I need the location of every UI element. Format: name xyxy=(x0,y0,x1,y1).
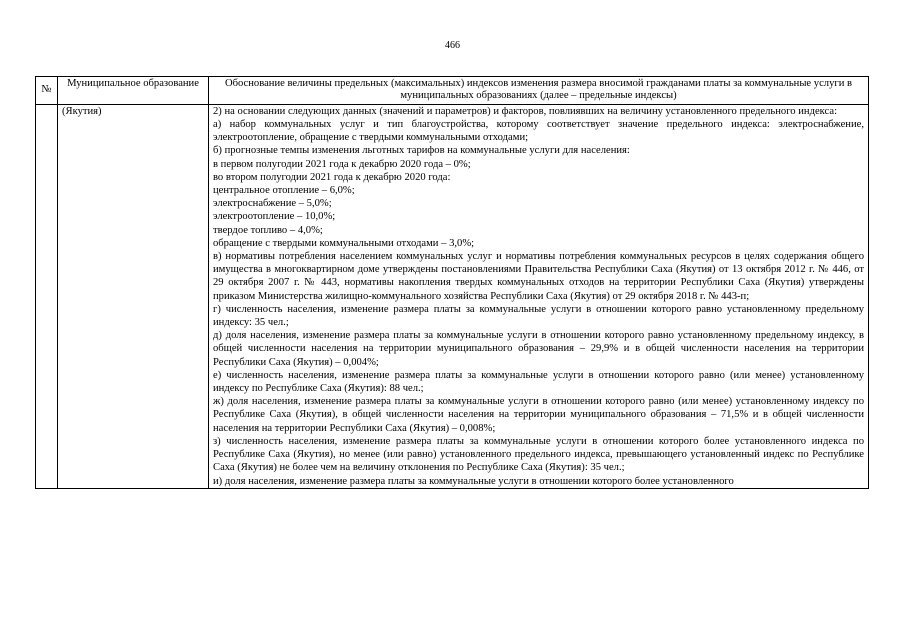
paragraph: г) численность населения, изменение размера платы за коммунальные услуги в отношении которого равно установленному предельному индексу: 35 чел.; xyxy=(213,303,864,329)
paragraph: электроснабжение – 5,0%; xyxy=(213,198,332,210)
paragraph: обращение с твердыми коммунальными отходами – 3,0%; xyxy=(213,237,475,249)
paragraph: а) набор коммунальных услуг и тип благоустройства, которому соответствует значение предельного индекса: электроснабжение, электроотопление, обращение с твердыми коммунальными отходами; xyxy=(213,119,864,144)
cell-justification xyxy=(209,104,869,488)
header-justification: Обоснование величины предельных (максимальных) индексов изменения размера вносимой гражданами платы за коммунальные услуги в муниципальных образованиях (далее – предельные индексы) xyxy=(209,77,869,105)
paragraph: в) нормативы потребления населением коммунальных услуг и нормативы потребления коммунальных ресурсов в целях содержания общего имущества в многоквартирном доме утверждены постановлениями Правительства Республики Саха (Якутия) от 13 октября 2012 г. № 446, от 29 октября 2007 г. № 443, нормативы накопления твердых коммунальных отходов на территории Республики Саха (Якутия) утверждены приказом Министерства жилищно-коммунального хозяйства Республики Саха (Якутия) от 29 октября 2018 г. № 443-п; xyxy=(213,251,864,302)
paragraph: з) численность населения, изменение размера платы за коммунальные услуги в отношении которого более установленного индекса по Республике Саха (Якутия), но менее (или равно) установленного предельного индекса, превышающего установленный индекс по Республике Саха (Якутия) не более чем на величину отклонения по Республике Саха (Якутия): 35 чел.; xyxy=(213,435,864,474)
paragraph: ж) доля населения, изменение размера платы за коммунальные услуги в отношении которого равно (или менее) установленному индексу по Республике Саха (Якутия), в общей численности населения на территории муниципального образования – 71,5% и в общей численности населения на территории Республики Саха (Якутия) – 0,008%; xyxy=(213,396,864,434)
paragraph: б) прогнозные темпы изменения льготных тарифов на коммунальные услуги для населения: xyxy=(213,145,630,157)
paragraph: твердое топливо – 4,0%; xyxy=(213,224,323,236)
paragraph: д) доля населения, изменение размера платы за коммунальные услуги в отношении которого равно установленному предельному индексу, в общей численности населения на территории муниципального образования – 29,9% и в общей численности населения на территории Республики Саха (Якутия) – 0,004%; xyxy=(213,330,864,368)
header-municipality: Муниципальное образование xyxy=(58,77,209,105)
paragraph: 2) на основании следующих данных (значений и параметров) и факторов, повлиявших на величину установленного предельного индекса: xyxy=(213,105,838,117)
paragraph: и) доля населения, изменение размера платы за коммунальные услуги в отношении которого более установленного xyxy=(213,475,734,487)
page-number: 466 xyxy=(445,40,460,51)
paragraph: центральное отопление – 6,0%; xyxy=(213,185,355,197)
paragraph: электроотопление – 10,0%; xyxy=(213,211,336,223)
paragraph: е) численность населения, изменение размера платы за коммунальные услуги в отношении которого равно (или менее) установленному индексу по Республике Саха (Якутия): 88 чел.; xyxy=(213,369,864,395)
cell-number xyxy=(36,104,58,488)
paragraph: в первом полугодии 2021 года к декабрю 2020 года – 0%; xyxy=(213,158,471,170)
paragraph: во втором полугодии 2021 года к декабрю 2020 года: xyxy=(213,171,451,183)
table-row xyxy=(36,104,869,488)
table-header-row xyxy=(36,77,869,105)
cell-municipality: (Якутия) xyxy=(58,104,209,488)
header-number: № xyxy=(36,77,58,105)
justification-table xyxy=(35,76,869,489)
